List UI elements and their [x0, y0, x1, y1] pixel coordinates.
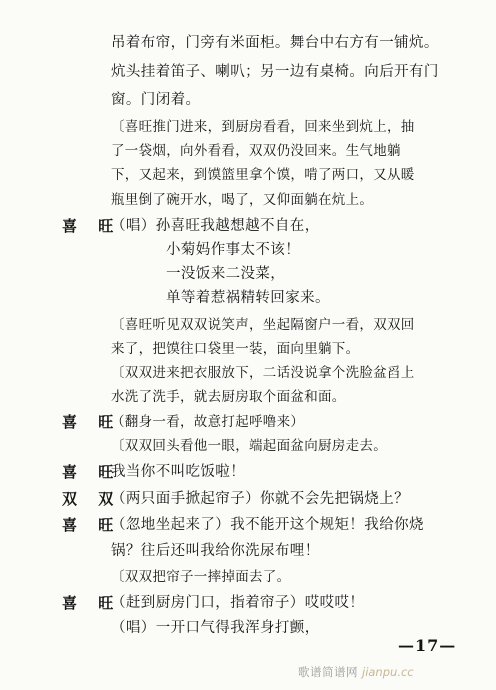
stage-direction: 〔双双把帘子一摔掉面去了。 [111, 569, 291, 585]
stage-direction: 了一袋烟，向外看看，双双仍没回来。生气地躺 [111, 143, 401, 159]
speaker-label: 喜 旺 [62, 516, 122, 534]
watermark [298, 664, 414, 680]
speaker-label: 喜 旺 [62, 217, 122, 235]
text-line: 炕头挂着笛子、喇叭；另一边有桌椅。向后开有门 [111, 64, 439, 80]
dialogue-line: （忽地坐起来了）我不能开这个规矩！我给你烧 [111, 517, 424, 533]
lyric-line: 一没饭来二没菜， [166, 266, 286, 282]
dialogue-line: （两只面手掀起帘子）你就不会先把锅烧上？ [111, 491, 409, 507]
stage-direction: 〔喜旺听见双双说笑声，坐起隔窗户一看，双双回 [111, 317, 415, 333]
text-line: 吊着布帘，门旁有米面柜。舞台中右方有一铺炕。 [111, 35, 439, 51]
stage-direction: 〔双双进来把衣服放下，二话没说拿个洗脸盆舀上 [111, 365, 415, 381]
speaker-label: 喜 旺 [62, 594, 122, 612]
text-line: 窗。门闭着。 [111, 92, 201, 108]
lyric-line: （唱）一开口气得我浑身打颤， [111, 620, 320, 636]
lyric-line: 单等着惹祸精转回家来。 [166, 290, 330, 306]
stage-direction: 瓶里倒了碗开水，喝了，又仰面躺在炕上。 [111, 192, 374, 208]
lyric-line: 小菊妈作事太不该！ [166, 242, 301, 258]
page-number: —17— [398, 636, 457, 655]
watermark-url: jianpu.cc [362, 665, 414, 679]
stage-direction: 下，又起来，到馍篮里拿个馍，啃了两口，又从暖 [111, 167, 415, 183]
dialogue-line: （赶到厨房门口，指着帘子）哎哎哎！ [111, 595, 365, 611]
watermark-text: 歌谱简谱网 [298, 665, 358, 679]
stage-direction: 来了，把馍往口袋里一装，面向里躺下。 [111, 341, 360, 357]
speaker-label: 双 双 [62, 490, 122, 508]
speaker-label: 喜 旺 [62, 463, 122, 481]
dialogue-line: 我当你不叫吃饭啦！ [111, 464, 246, 480]
dialogue-line: 锅？往后还叫我给你洗尿布哩！ [111, 543, 320, 559]
stage-direction: 水洗了洗手，就去厨房取个面盆和面。 [111, 389, 346, 405]
dialogue-line: （唱）孙喜旺我越想越不自在， [111, 218, 320, 234]
speaker-label: 喜 旺 [62, 413, 122, 431]
stage-direction: 〔喜旺推门进来，到厨房看看，回来坐到炕上，抽 [111, 119, 415, 135]
dialogue-line: （翻身一看，故意打起呼噜来） [111, 414, 305, 430]
stage-direction: 〔双双回头看他一眼，端起面盆向厨房走去。 [111, 438, 387, 454]
